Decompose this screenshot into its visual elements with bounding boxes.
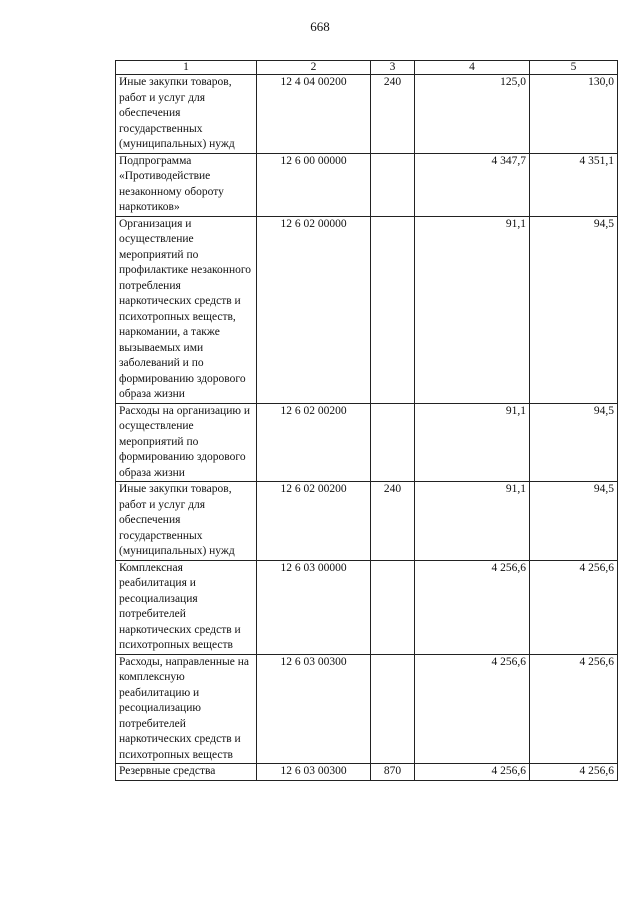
column-header-2: 2 — [257, 61, 371, 75]
column-header-1: 1 — [116, 61, 257, 75]
row-value-2-cell: 4 256,6 — [530, 560, 618, 654]
row-value-1-cell: 125,0 — [415, 75, 530, 154]
row-code-cell: 12 4 04 00200 — [257, 75, 371, 154]
table-row — [116, 216, 618, 403]
table-row — [116, 654, 618, 764]
row-value-2-cell: 94,5 — [530, 482, 618, 561]
row-name-cell: Подпрограмма «Противодействие незаконному обороту наркотиков» — [116, 153, 257, 216]
row-value-2-cell: 4 351,1 — [530, 153, 618, 216]
row-value-2-cell: 130,0 — [530, 75, 618, 154]
row-code-cell: 12 6 02 00200 — [257, 482, 371, 561]
row-value-2-cell: 94,5 — [530, 403, 618, 482]
budget-table — [115, 60, 618, 781]
row-value-1-cell: 91,1 — [415, 216, 530, 403]
table-row — [116, 482, 618, 561]
table-row — [116, 403, 618, 482]
row-name-cell: Организация и осуществление мероприятий по профилактике незаконного потребления наркотических средств и психотропных веществ, наркомании, а также вызываемых ими заболеваний и по формированию здорового образа жизни — [116, 216, 257, 403]
row-type-cell — [371, 560, 415, 654]
table-row — [116, 75, 618, 154]
table-header-row — [116, 61, 618, 75]
table-row — [116, 153, 618, 216]
row-type-cell — [371, 216, 415, 403]
row-code-cell: 12 6 03 00300 — [257, 654, 371, 764]
row-code-cell: 12 6 03 00000 — [257, 560, 371, 654]
row-name-cell: Расходы на организацию и осуществление мероприятий по формированию здорового образа жизни — [116, 403, 257, 482]
row-name-cell: Иные закупки товаров, работ и услуг для обеспечения государственных (муниципальных) нужд — [116, 482, 257, 561]
row-value-1-cell: 91,1 — [415, 482, 530, 561]
row-value-2-cell: 4 256,6 — [530, 654, 618, 764]
row-type-cell: 240 — [371, 75, 415, 154]
row-value-1-cell: 4 256,6 — [415, 560, 530, 654]
row-name-cell: Иные закупки товаров, работ и услуг для обеспечения государственных (муниципальных) нужд — [116, 75, 257, 154]
row-value-1-cell: 91,1 — [415, 403, 530, 482]
row-value-2-cell: 4 256,6 — [530, 764, 618, 781]
row-code-cell: 12 6 02 00000 — [257, 216, 371, 403]
row-code-cell: 12 6 03 00300 — [257, 764, 371, 781]
column-header-3: 3 — [371, 61, 415, 75]
row-type-cell — [371, 403, 415, 482]
row-type-cell — [371, 153, 415, 216]
row-value-1-cell: 4 256,6 — [415, 654, 530, 764]
row-value-1-cell: 4 347,7 — [415, 153, 530, 216]
row-name-cell: Резервные средства — [116, 764, 257, 781]
row-type-cell: 870 — [371, 764, 415, 781]
page-number: 668 — [310, 19, 330, 34]
row-name-cell: Расходы, направленные на комплексную реабилитацию и ресоциализацию потребителей наркотических средств и психотропных веществ — [116, 654, 257, 764]
table-row — [116, 764, 618, 781]
table-row — [116, 560, 618, 654]
row-name-cell: Комплексная реабилитация и ресоциализация потребителей наркотических средств и психотропных веществ — [116, 560, 257, 654]
row-type-cell: 240 — [371, 482, 415, 561]
row-type-cell — [371, 654, 415, 764]
row-code-cell: 12 6 00 00000 — [257, 153, 371, 216]
row-value-1-cell: 4 256,6 — [415, 764, 530, 781]
row-code-cell: 12 6 02 00200 — [257, 403, 371, 482]
column-header-4: 4 — [415, 61, 530, 75]
row-value-2-cell: 94,5 — [530, 216, 618, 403]
column-header-5: 5 — [530, 61, 618, 75]
